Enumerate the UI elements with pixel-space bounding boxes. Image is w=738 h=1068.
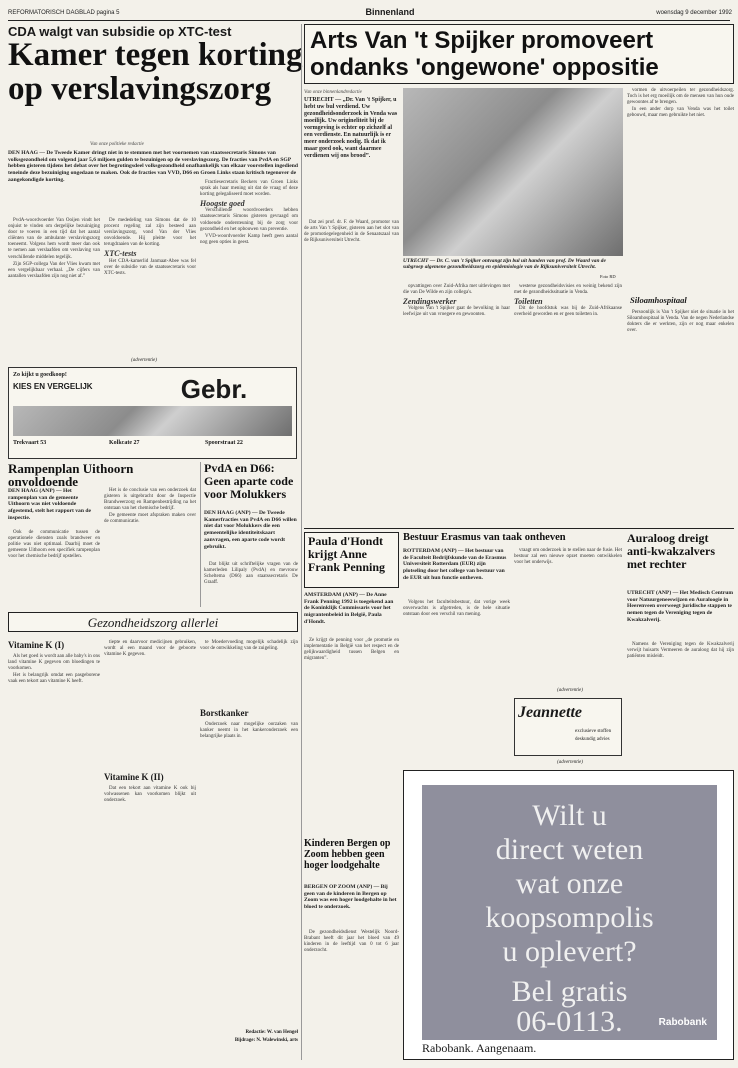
gezondheid-footer2: Bijdrage: N. Walewinski, arts	[234, 1038, 298, 1043]
photo-caption: UTRECHT — Dr. C. van 't Spijker ontvangt zijn bul uit handen van prof. De Waard van de subgroep algemene gezondheidszorg en epidemiologie van de Rijksuniversiteit Utrecht.	[403, 258, 606, 271]
article1-subhead-1: XTC-tests	[104, 249, 137, 259]
ad-rabobank-panel	[422, 785, 717, 1040]
ad-seinen-shop-2: Kolkcate 27	[109, 440, 140, 446]
bergen-headline: Kinderen Bergen op Zoom hebben geen hoger loodgehalte	[304, 838, 391, 871]
gezondheid-banner-text: Gezondheidszorg allerlei	[87, 615, 219, 630]
gezondheid-col3a: te Moedervoeding mogelijk schadelijk zijn voor de ontwikkeling van de zuigeling.	[200, 640, 298, 652]
main-body-col4a: vormen de uitvoerpeilen ter gezondheidszorg. Toch is het erg moeilijk om de mensen van hun oude gewoontes af te brengen. In een ander dorp van Venda was het toilet gebouwd, maar men gebruikte het niet.	[627, 88, 734, 119]
main-headline-box	[304, 24, 734, 84]
header-left: REFORMATORISCH DAGBLAD pagina 5	[8, 10, 120, 16]
gezondheid-banner	[8, 612, 298, 632]
ad-rabobank-line-3: wat onze	[515, 867, 624, 900]
divider	[200, 462, 201, 607]
ad-rabobank-line-2: direct weten	[495, 833, 644, 866]
article1-body-col2: De mededeling van Simons dat de 10 procent regeling zal zijn besteed aan verslavingszorg, vond Van der Vlies onvoldoende. Hij pleitte voor het terugdraaien van de korting. XTC-tests Het CDA-kamerlid Janmaat-Abee was fel over de subsidie van de staatssecretaris voor XTC-tests.	[104, 218, 196, 276]
ad-rabobank-number: 06-0113.	[516, 1005, 623, 1038]
ad-seinen-tag: KIES EN VERGELIJK	[13, 382, 93, 391]
erasmus-body-col2: vraagt om onderzoek in te stellen naar de fusie. Het bestuur zal een nieuwe opzet moeten ontwikkelen voor het onderwijs.	[514, 548, 623, 566]
rampen-headline: Rampenplan Uithoorn onvoldoende	[8, 461, 134, 489]
auraloog-headline: Auraloog dreigt anti-kwakzalvers met rechter	[627, 531, 715, 571]
main-body-col1: Dat zei prof. dr. F. de Waard, promotor van de arts Van 't Spijker, gisteren aan het slot van de promotiegelegenheid in de Senaatszaal van de Rijksuniversiteit Utrecht.	[304, 220, 399, 244]
article1-kicker: CDA walgt van subsidie op XTC-test	[8, 24, 232, 39]
gezondheid-footer: Redactie: W. van Hengel	[245, 1030, 298, 1035]
article1-headline: Kamer tegen korting op verslavingszorg	[8, 37, 303, 107]
erasmus-lead: ROTTERDAM (ANP) — Het bestuur van de Faculteit Bedrijfskunde van de Erasmus Universiteit Rotterdam (EUR) zijn plotseling door het college van bestuur van de EUR uit hun functie ontheven.	[403, 548, 507, 581]
ad-seinen-shop-1: Trekvaart 53	[13, 440, 47, 446]
bergen-body: De gezondheidsdienst Westelijk Noord-Brabant heeft dit jaar het bloed van 49 kinderen in de leeftijd van 0 tot 6 jaar onderzocht.	[304, 930, 399, 954]
ad-seinen	[8, 367, 297, 459]
paula-box	[304, 532, 399, 588]
rampen-body-col2: Het is de conclusie van een onderzoek dat gisteren is uitgebracht door de Inspectie Brandweerzorg en Rampenbestrijding na het ontstaan van het chemische bedrijf. De gemeente moet afspraken maken over de communicatie.	[104, 488, 196, 525]
paula-body: Ze krijgt de penning voor „de promotie en implementatie in België van het respect en de gelijkwaardigheid tussen Belgen en migranten”.	[304, 638, 399, 662]
ad-jeannette-name: Jeannette	[518, 704, 582, 721]
ad-seinen-shop-3: Spoorstraat 22	[205, 440, 243, 446]
ceremony-photo	[403, 88, 623, 256]
rampen-lead: DEN HAAG (ANP) — Het rampenplan van de gemeente Uithoorn was niet voldoende afgestemd, stelt het rapport van de inspectie.	[8, 488, 91, 521]
ad-rabobank-label: (advertentie)	[557, 760, 583, 765]
gezondheid-col1: Als het goed is wordt aan alle baby's in ons land vitamine K gegeven om bloedingen te voorkomen. Het is belangrijk omdat een pasgeborene vaak een tekort aan vitamine K heeft.	[8, 654, 100, 685]
ad-seinen-top: Zo kijkt u goedkoop!	[13, 372, 67, 378]
section-rule	[304, 528, 734, 529]
pvda-body: Dat blijkt uit schriftelijke vragen van de kamerleden Lilipaly (PvdA) en mevrouw Scheltema (D66) aan staatssecretaris De Graaff.	[204, 562, 298, 586]
main-subhead-3: Siloamhospitaal	[630, 295, 687, 305]
ad-jeannette-line-2: deskundig advies	[575, 737, 610, 742]
gezondheid-col2a: tiepte en daarvoor medicijnen gebruiken, wordt al een maand voor de geboorte vitamine K gegeven.	[104, 640, 196, 658]
ad-rabobank-line-5: u oplevert?	[502, 935, 637, 968]
erasmus-headline: Bestuur Erasmus van taak ontheven	[403, 532, 566, 543]
paula-headline: Paula d'Hondt krijgt Anne Frank Penning	[308, 534, 386, 574]
ad-rabobank-line-4: koopsompolis	[485, 901, 654, 934]
photo-credit: Foto RD	[600, 274, 616, 279]
main-subhead-2: Toiletten	[514, 297, 543, 307]
pvda-headline: PvdA en D66: Geen aparte code voor Molukkers	[204, 461, 294, 501]
ad-rabobank-logo: Rabobank	[658, 1017, 707, 1028]
main-body-col2: opvattingen over Zuid-Afrika met uitlevingen met die van De Wilde en zijn collega's. Zendingswerker Volgens Van 't Spijker gaat de bevolking in haar leefwijze uit van vroegere en gewoonten.	[403, 284, 510, 318]
ad-rabobank-slogan: Rabobank. Aangenaam.	[422, 1041, 537, 1055]
main-body-col3: westerse gezondheidsvisies en weinig bekend zijn met de gezondheidssituatie in Venda. Toiletten Dit de hoofdstuk was bij de Zuid-Afrikaanse overheid geworden en er geen toiletten in.	[514, 284, 622, 318]
bergen-lead: BERGEN OP ZOOM (ANP) — Bij geen van de kinderen in Bergen op Zoom was een hoger loodgehalte in het bloed te onderzoek.	[304, 884, 397, 911]
main-subhead-1: Zendingswerker	[403, 297, 457, 307]
article1-byline: Van onze politieke redactie	[90, 142, 144, 147]
section-title: Binnenland	[365, 7, 415, 17]
main-byline: Van onze binnenlandredactie	[304, 90, 362, 95]
column-divider	[301, 24, 302, 1060]
gezondheid-col3b: Onderzoek naar mogelijke oorzaken van kanker neemt in het kankeronderzoek een belangrijke plaats in.	[200, 722, 298, 740]
borstkanker-head: Borstkanker	[200, 708, 249, 718]
main-headline: Arts Van 't Spijker promoveert ondanks 'ongewone' oppositie	[310, 27, 659, 81]
ad-jeannette	[514, 698, 622, 756]
article1-body-col1: PvdA-woordvoerder Van Ooijen vindt het onjuist te vinden om dergelijke bezuiniging door te voeren in een tijd dat het aantal cliënten van de ambulante verslavingszorg toeneemt. Volgens hem wordt meer dan ook te nemen aan verslaafden om verslaving van verschillende middelen tegelijk. Zijn SGP-collega Van der Vlies kwam met een vergelijkbaar verhaal. „De cijfers van aantallen verslaafden zijn nog niet af.”	[8, 218, 100, 279]
article1-subhead-2: Hoogste goed	[200, 199, 245, 209]
ad-seinen-label: (advertentie)	[131, 358, 157, 363]
article1-lead: DEN HAAG — De Tweede Kamer dringt niet in te stemmen met het voornemen van staatssecretaris Simons van volksgezondheid om volgend jaar 5,6 miljoen gulden te bezuinigen op de verslavingszorg. De fracties van PvdA en SGP hebben gisteren tijdens het debat over het begrotingsdeel volksgezondheid onafhankelijk van elkaar voorstellen ingediend teneinde deze bezuiniging ongedaan te maken. Ook de fracties van VVD, D66 en Groen Links staan kritisch tegenover de aangekondigde korting.	[8, 150, 299, 183]
pvda-lead: DEN HAAG (ANP) — De Tweede Kamerfracties van PvdA en D66 willen niet dat voor Molukkers die een gemeentelijke identiteitskaart aanvragen, een aparte code wordt gebruikt.	[204, 510, 297, 550]
header-right: woensdag 9 december 1992	[656, 10, 732, 16]
ad-seinen-image	[13, 406, 292, 436]
vitk1-head: Vitamine K (I)	[8, 640, 65, 650]
ad-jeannette-label: (advertentie)	[557, 688, 583, 693]
article1-body-col3: Fractiesecretaris Beckers van Groen Links sprak als haar mening uit dat de vraag of deze korting gelegaliseerd moet worden. Hoogste goed Verschillende woordvoerders hebben staatssecretaris Simons gisteren gevraagd om voldoende ondersteuning bij de zorg voor gezondheid en het opbouwen van preventie. VVD-woordvoerder Kamp heeft geen aantal nog geen opties in geest.	[200, 180, 298, 245]
auraloog-lead: UTRECHT (ANP) — Het Medisch Centrum voor Natuurgeneeswijzen en Auraloogie in Heerenveen overweegt juridische stappen te nemen tegen de Vereniging tegen de Kwakzalverij.	[627, 590, 734, 623]
auraloog-body: Namens de Vereniging tegen de Kwakzalverij verwijt huisarts Vermeeren de auraloog dat hij zijn patiënten misleidt.	[627, 642, 734, 660]
ad-jeannette-line-1: exclusieve stoffen	[575, 729, 612, 734]
vitk2-head: Vitamine K (II)	[104, 772, 164, 782]
paula-lead: AMSTERDAM (ANP) — De Anne Frank Penning 1992 is toegekend aan de Koninklijk Commissaris voor het migrantenbeleid in België, Paula d'Hondt.	[304, 592, 394, 625]
rampen-body-col1: Ook de communicatie tussen de operationele diensten zoals brandweer en politie was niet optimaal. Daarbij moet de gemeente Uithoorn een specifiek rampenplan voor het chemische bedrijf opstellen.	[8, 530, 100, 560]
ad-rabobank-call: Bel gratis	[511, 975, 628, 1008]
ad-seinen-name: Gebr.	[180, 374, 248, 404]
main-body-col4b: Persoonlijk is Van 't Spijker niet de situatie in het Siloamhospitaal in Venda. Van de negen Nederlandse dokters die er werkten, zijn er nog maar enkelen over.	[627, 310, 734, 334]
main-lead: UTRECHT — „Dr. Van 't Spijker, u hebt uw bul verdiend. Uw gezondheidsonderzoek in Venda was moeilijk. Uw origineliteit bij de vormgeving is echter op zichzelf al een verdienste. En natuurlijk is er meer onderzoek nodig. Ik dat ik maar goed ook, want daarmee verdienen wij ons brood”.	[304, 97, 398, 159]
header-rule	[8, 20, 730, 21]
ad-rabobank-line-1: Wilt u	[532, 799, 607, 832]
erasmus-body-col1: Volgens het faculteitsbestuur, dat vorige week onverwachts is afgetreden, is de hele situatie ontstaan door een verschil van mening.	[403, 600, 510, 618]
ad-rabobank	[403, 770, 734, 1060]
gezondheid-col2b: Dat een tekort aan vitamine K ook bij volwassenen kan voorkomen blijkt uit onderzoek.	[104, 786, 196, 804]
